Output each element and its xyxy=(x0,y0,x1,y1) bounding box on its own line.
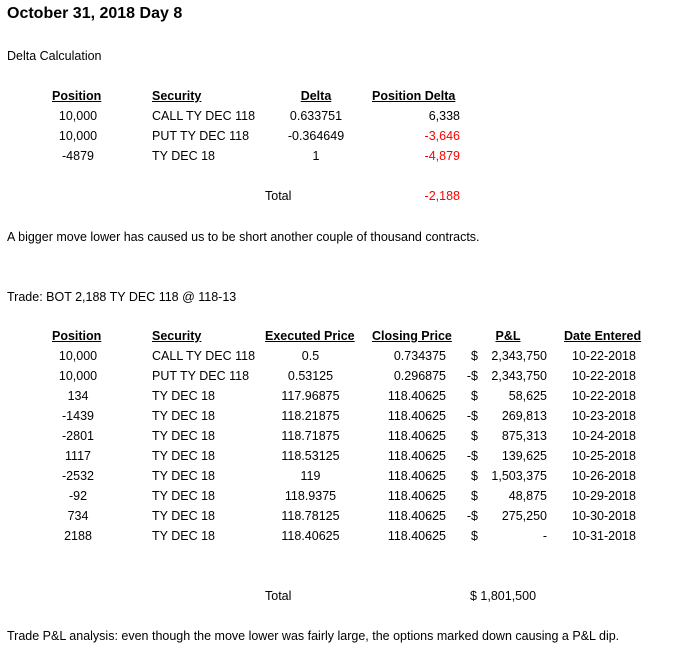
pnl-row-date: 10-31-2018 xyxy=(572,529,636,543)
delta-total-label: Total xyxy=(265,189,292,203)
delta-row-security: PUT TY DEC 118 xyxy=(152,129,250,143)
pnl-row-security: TY DEC 18 xyxy=(152,489,215,503)
delta-row-delta: 0.633751 xyxy=(289,109,343,123)
pnl-row-executed: 0.53125 xyxy=(287,369,334,383)
delta-row-delta: 1 xyxy=(312,149,320,163)
delta-header-position: Position xyxy=(52,89,102,103)
pnl-row-security: TY DEC 18 xyxy=(152,409,215,423)
pnl-row-position: 734 xyxy=(67,509,89,523)
pnl-row-date: 10-22-2018 xyxy=(572,369,636,383)
pnl-row-sign: $ xyxy=(471,389,478,403)
pnl-row-position: 1117 xyxy=(65,449,91,463)
pnl-row-security: TY DEC 18 xyxy=(152,449,215,463)
pnl-row-amount: 875,313 xyxy=(501,429,547,443)
pnl-row-closing: 118.40625 xyxy=(387,469,446,483)
delta-row-position: -4879 xyxy=(62,149,94,163)
pnl-row-sign: -$ xyxy=(466,409,478,423)
pnl-row-security: TY DEC 18 xyxy=(152,389,215,403)
pnl-row-date: 10-23-2018 xyxy=(572,409,636,423)
pnl-header-executed: Executed Price xyxy=(265,329,355,343)
pnl-header-closing: Closing Price xyxy=(372,329,452,343)
pnl-header-security: Security xyxy=(152,329,202,343)
pnl-row-executed: 119 xyxy=(300,469,321,483)
pnl-row-security: TY DEC 18 xyxy=(152,469,215,483)
pnl-row-closing: 118.40625 xyxy=(387,509,446,523)
pnl-row-sign: -$ xyxy=(466,509,478,523)
pnl-row-closing: 118.40625 xyxy=(387,449,446,463)
pnl-row-sign: $ xyxy=(471,349,478,363)
pnl-row-closing: 0.296875 xyxy=(393,369,446,383)
pnl-row-position: -2801 xyxy=(62,429,94,443)
pnl-row-executed: 118.78125 xyxy=(281,509,340,523)
pnl-row-sign: -$ xyxy=(466,449,478,463)
delta-row-security: CALL TY DEC 118 xyxy=(152,109,256,123)
delta-row-position-delta: -4,879 xyxy=(424,149,460,163)
pnl-row-date: 10-22-2018 xyxy=(572,349,636,363)
delta-header-position-delta: Position Delta xyxy=(372,89,456,103)
pnl-row-executed: 118.71875 xyxy=(281,429,340,443)
pnl-row-executed: 118.21875 xyxy=(281,409,340,423)
pnl-row-amount: 2,343,750 xyxy=(491,349,547,363)
pnl-row-sign: -$ xyxy=(466,369,478,383)
delta-heading: Delta Calculation xyxy=(7,49,102,63)
pnl-row-executed: 118.40625 xyxy=(281,529,340,543)
pnl-row-amount: 139,625 xyxy=(501,449,547,463)
pnl-row-closing: 118.40625 xyxy=(387,409,446,423)
pnl-row-amount: 1,503,375 xyxy=(491,469,547,483)
pnl-row-sign: $ xyxy=(471,469,478,483)
pnl-row-amount: - xyxy=(542,529,547,543)
pnl-row-position: -92 xyxy=(68,489,88,503)
pnl-row-amount: 48,875 xyxy=(508,489,547,503)
pnl-row-executed: 118.53125 xyxy=(281,449,340,463)
delta-row-position: 10,000 xyxy=(58,129,98,143)
pnl-row-closing: 118.40625 xyxy=(387,529,446,543)
pnl-row-position: 10,000 xyxy=(58,369,98,383)
pnl-row-security: PUT TY DEC 118 xyxy=(152,369,250,383)
pnl-row-date: 10-25-2018 xyxy=(572,449,636,463)
pnl-row-date: 10-22-2018 xyxy=(572,389,636,403)
delta-total-value: -2,188 xyxy=(424,189,460,203)
pnl-row-sign: $ xyxy=(471,489,478,503)
delta-header-security: Security xyxy=(152,89,202,103)
pnl-row-position: -1439 xyxy=(62,409,94,423)
delta-header-delta: Delta xyxy=(300,89,332,103)
pnl-row-date: 10-26-2018 xyxy=(572,469,636,483)
pnl-row-amount: 269,813 xyxy=(501,409,547,423)
pnl-row-closing: 118.40625 xyxy=(387,489,446,503)
pnl-row-sign: $ xyxy=(471,529,478,543)
pnl-row-position: 2188 xyxy=(64,529,92,543)
pnl-row-position: 134 xyxy=(67,389,89,403)
delta-row-security: TY DEC 18 xyxy=(152,149,215,163)
trade-line: Trade: BOT 2,188 TY DEC 118 @ 118-13 xyxy=(7,290,237,304)
pnl-row-closing: 118.40625 xyxy=(387,389,446,403)
pnl-row-date: 10-29-2018 xyxy=(572,489,636,503)
pnl-row-security: TY DEC 18 xyxy=(152,509,215,523)
pnl-row-date: 10-30-2018 xyxy=(572,509,636,523)
pnl-row-position: 10,000 xyxy=(58,349,98,363)
pnl-row-closing: 0.734375 xyxy=(393,349,446,363)
pnl-row-sign: $ xyxy=(471,429,478,443)
pnl-row-amount: 58,625 xyxy=(508,389,547,403)
delta-row-position: 10,000 xyxy=(58,109,98,123)
pnl-row-security: TY DEC 18 xyxy=(152,429,215,443)
analysis-text: Trade P&L analysis: even though the move lower was fairly large, the options marked down causing a P&L dip. xyxy=(7,629,620,643)
pnl-total-label: Total xyxy=(265,589,292,603)
pnl-row-executed: 0.5 xyxy=(301,349,320,363)
pnl-total-value: $ 1,801,500 xyxy=(470,589,537,603)
pnl-row-executed: 117.96875 xyxy=(281,389,340,403)
pnl-header-pnl: P&L xyxy=(495,329,521,343)
pnl-row-closing: 118.40625 xyxy=(387,429,446,443)
note-text: A bigger move lower has caused us to be short another couple of thousand contracts. xyxy=(7,230,480,244)
page-title: October 31, 2018 Day 8 xyxy=(7,5,183,22)
delta-row-delta: -0.364649 xyxy=(287,129,345,143)
pnl-header-date: Date Entered xyxy=(564,329,642,343)
delta-row-position-delta: 6,338 xyxy=(428,109,460,123)
delta-row-position-delta: -3,646 xyxy=(424,129,460,143)
pnl-row-position: -2532 xyxy=(62,469,94,483)
pnl-header-position: Position xyxy=(52,329,102,343)
pnl-row-amount: 2,343,750 xyxy=(491,369,547,383)
pnl-row-security: CALL TY DEC 118 xyxy=(152,349,256,363)
pnl-row-executed: 118.9375 xyxy=(284,489,337,503)
pnl-row-security: TY DEC 18 xyxy=(152,529,215,543)
pnl-row-date: 10-24-2018 xyxy=(572,429,636,443)
pnl-row-amount: 275,250 xyxy=(501,509,547,523)
